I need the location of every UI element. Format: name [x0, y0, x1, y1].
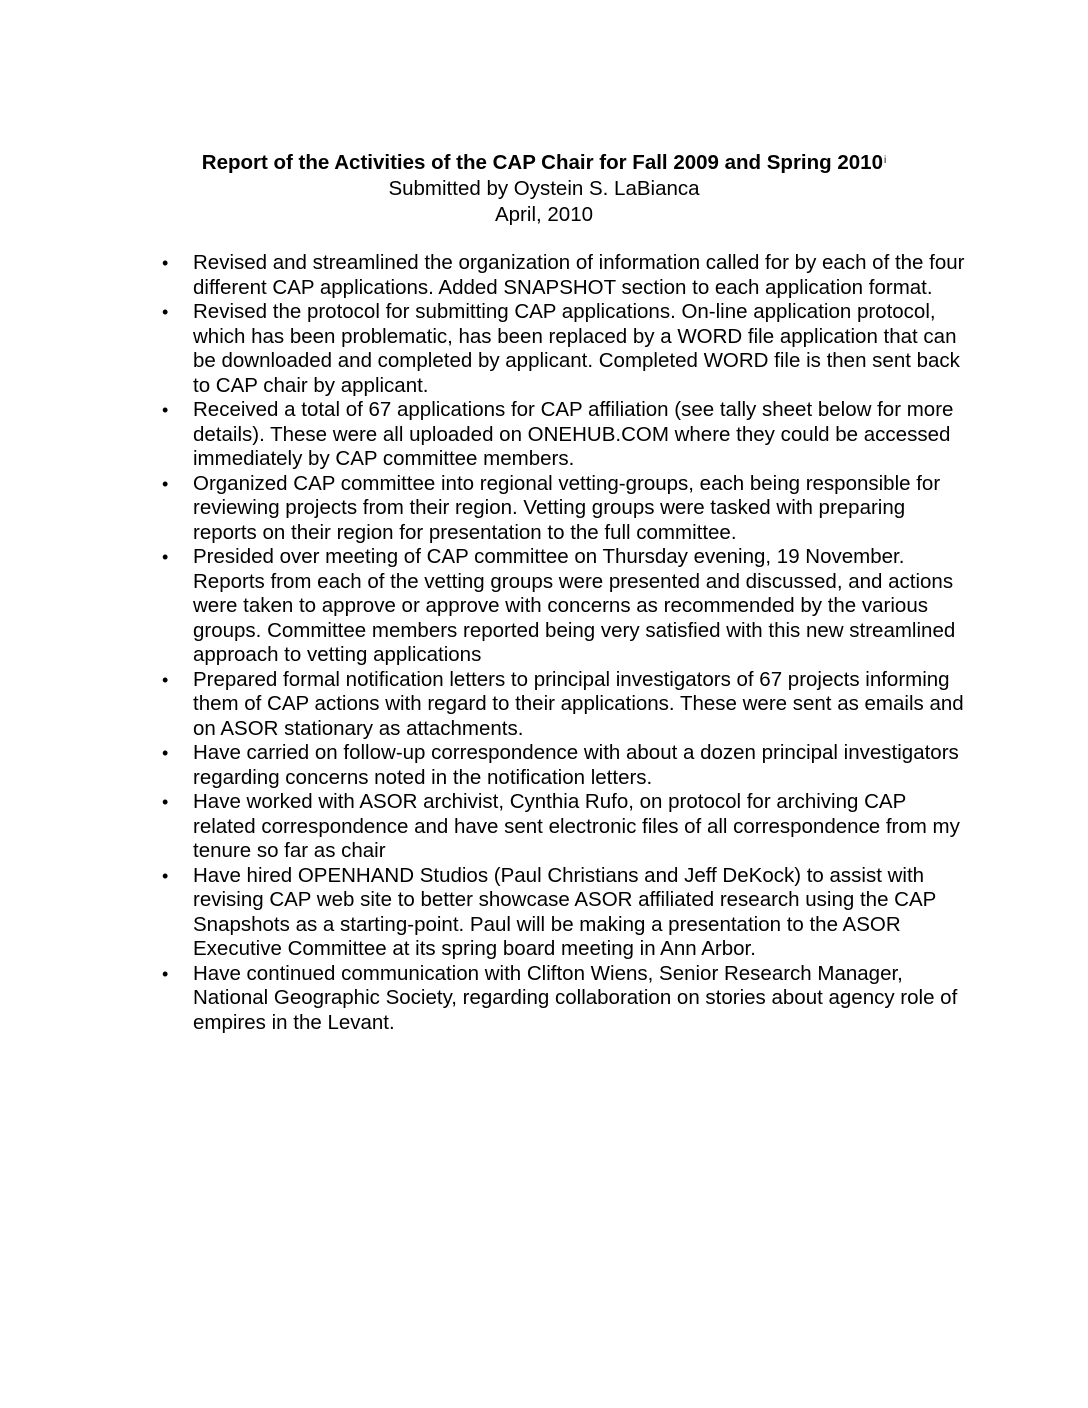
list-item-text: Revised the protocol for submitting CAP applications. On-line application protocol, which has been problematic, has been replaced by a WORD file application that can be downloaded and completed by applicant. Completed WORD file is then sent back to CAP chair by applicant.	[193, 300, 960, 397]
bullet-icon: •	[162, 547, 169, 567]
list-item	[160, 251, 970, 300]
list-item-text: Organized CAP committee into regional vetting-groups, each being responsible for reviewing projects from their region. Vetting groups were tasked with preparing reports on their region for presentation to the full committee.	[193, 471, 941, 544]
list-item	[160, 790, 970, 864]
list-item	[160, 962, 970, 1036]
bullet-icon: •	[162, 473, 169, 494]
bullet-icon: •	[162, 253, 169, 273]
list-item-text: Have carried on follow-up correspondence with about a dozen principal investigators regarding concerns noted in the notification letters.	[193, 741, 959, 789]
bullet-icon: •	[162, 792, 169, 812]
list-item-text: Have continued communication with Clifton Wiens, Senior Research Manager, National Geographic Society, regarding collaboration on stories about agency role of empires in the Levant.	[193, 961, 958, 1034]
document-header	[0, 150, 1088, 228]
bullet-icon: •	[162, 963, 169, 984]
document-title	[0, 150, 1088, 176]
list-item-text: Have worked with ASOR archivist, Cynthia Rufo, on protocol for archiving CAP related correspondence and have sent electronic files of all correspondence from my tenure so far as chair	[193, 790, 960, 862]
list-item	[160, 472, 970, 546]
list-item	[160, 668, 970, 742]
bullet-icon: •	[162, 865, 169, 886]
list-item-text: Received a total of 67 applications for CAP affiliation (see tally sheet below for more details). These were all uploaded on ONEHUB.COM where they could be accessed immediately by CAP committee members.	[193, 398, 954, 470]
list-item-text: Have hired OPENHAND Studios (Paul Christians and Jeff DeKock) to assist with revising CAP web site to better showcase ASOR affiliated research using the CAP Snapshots as a starting-point. Paul will be making a presentation to the ASOR Executive Committee at its spring board meeting in Ann Arbor.	[193, 863, 936, 960]
bullet-icon: •	[162, 743, 169, 763]
list-item-text: Revised and streamlined the organization of information called for by each of the four different CAP applications. Added SNAPSHOT section to each application format.	[193, 251, 965, 299]
title-footnote-mark: i	[883, 155, 887, 166]
document-date: April, 2010	[494, 203, 593, 226]
list-item-text: Presided over meeting of CAP committee on Thursday evening, 19 November. Reports from each of the vetting groups were presented and discussed, and actions were taken to approve or approve with concerns as recommended by the various groups. Committee members reported being very satisfied with this new streamlined approach to vetting applications	[193, 545, 956, 666]
submitted-by: Submitted by Oystein S. LaBianca	[388, 177, 700, 200]
list-item	[160, 864, 970, 962]
activities-list	[160, 251, 970, 1035]
list-item	[160, 741, 970, 790]
title-text: Report of the Activities of the CAP Chair for Fall 2009 and Spring 2010	[201, 151, 883, 174]
bullet-icon: •	[162, 400, 169, 420]
bullet-icon: •	[162, 302, 169, 322]
list-item	[160, 300, 970, 398]
list-item	[160, 398, 970, 472]
bullet-icon: •	[162, 669, 169, 690]
list-item	[160, 545, 970, 668]
list-item-text: Prepared formal notification letters to principal investigators of 67 projects informing them of CAP actions with regard to their applications. These were sent as emails and on ASOR stationary as attachments.	[193, 667, 964, 740]
